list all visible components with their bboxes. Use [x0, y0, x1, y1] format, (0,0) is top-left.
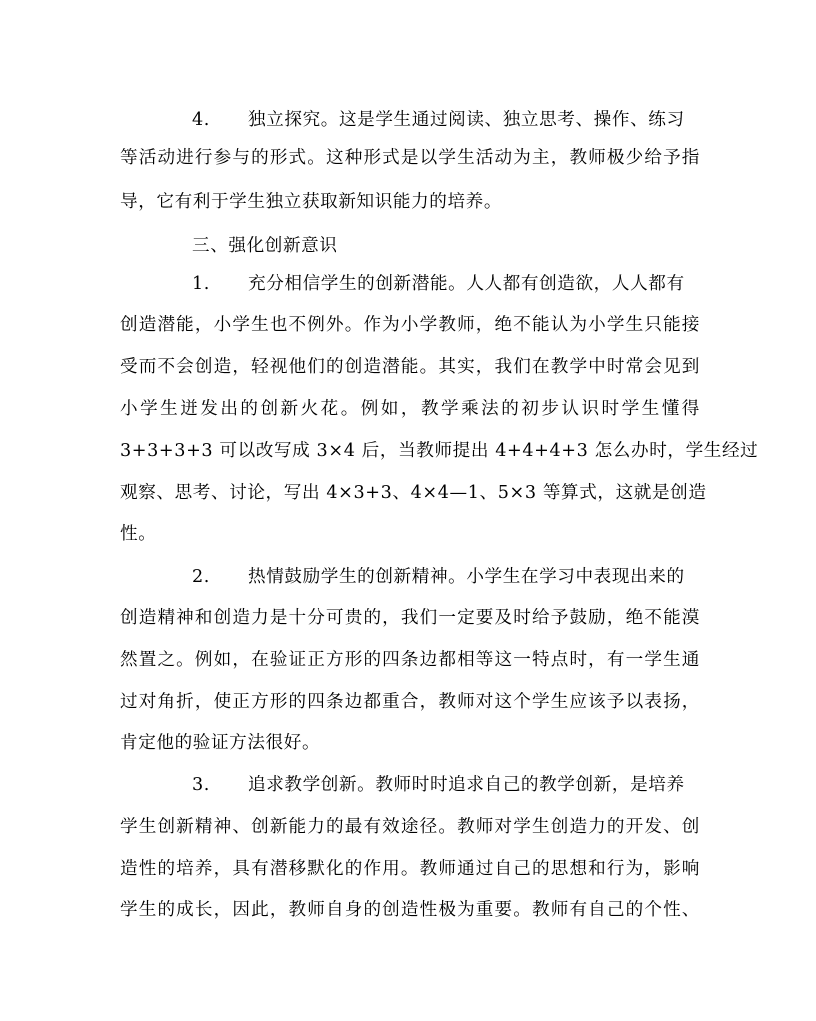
paragraph-1-line-7: 性。: [120, 524, 157, 544]
paragraph-1-line-2: 创造潜能，小学生也不例外。作为小学教师，绝不能认为小学生只能接: [120, 315, 700, 335]
paragraph-2-line-1: [192, 565, 772, 589]
paragraph-4-line-1: [192, 108, 772, 132]
paragraph-1-line-1: [192, 272, 772, 296]
line-text: 独立探究。这是学生通过阅读、独立思考、操作、练习: [248, 110, 685, 130]
item-number: 2.: [192, 567, 210, 587]
paragraph-3-line-3: 造性的培养，具有潜移默化的作用。教师通过自己的思想和行为，影响: [120, 859, 700, 879]
paragraph-1-line-4: 小学生迸发出的创新火花。例如，教学乘法的初步认识时学生懂得: [120, 399, 700, 419]
paragraph-2-line-2: 创造精神和创造力是十分可贵的，我们一定要及时给予鼓励，绝不能漠: [120, 608, 700, 628]
paragraph-3-line-4: 学生的成长，因此，教师自身的创造性极为重要。教师有自己的个性、: [120, 900, 700, 920]
paragraph-4-line-3: 导，它有利于学生独立获取新知识能力的培养。: [120, 192, 503, 212]
paragraph-4-line-2: 等活动进行参与的形式。这种形式是以学生活动为主，教师极少给予指: [120, 148, 700, 168]
paragraph-2-line-3: 然置之。例如，在验证正方形的四条边都相等这一特点时，有一学生通: [120, 650, 700, 670]
paragraph-3-line-1: [192, 773, 772, 797]
paragraph-1-line-6: 观察、思考、讨论，写出 4×3+3、4×4—1、5×3 等算式，这就是创造: [120, 483, 707, 503]
paragraph-2-line-4: 过对角折，使正方形的四条边都重合，教师对这个学生应该予以表扬，: [120, 692, 700, 712]
paragraph-1-line-5: 3+3+3+3 可以改写成 3×4 后，当教师提出 4+4+4+3 怎么办时，学生经过: [120, 441, 759, 461]
section-heading: 三、强化创新意识: [192, 236, 338, 256]
item-number: 3.: [192, 775, 210, 795]
paragraph-3-line-2: 学生创新精神、创新能力的最有效途径。教师对学生创造力的开发、创: [120, 817, 700, 837]
paragraph-1-line-3: 受而不会创造，轻视他们的创造潜能。其实，我们在教学中时常会见到: [120, 357, 700, 377]
paragraph-2-line-5: 肯定他的验证方法很好。: [120, 733, 321, 753]
line-text: 充分相信学生的创新潜能。人人都有创造欲，人人都有: [248, 274, 685, 294]
item-number: 4.: [192, 110, 210, 130]
line-text: 热情鼓励学生的创新精神。小学生在学习中表现出来的: [248, 567, 685, 587]
item-number: 1.: [192, 274, 210, 294]
line-text: 追求教学创新。教师时时追求自己的教学创新，是培养: [248, 775, 685, 795]
